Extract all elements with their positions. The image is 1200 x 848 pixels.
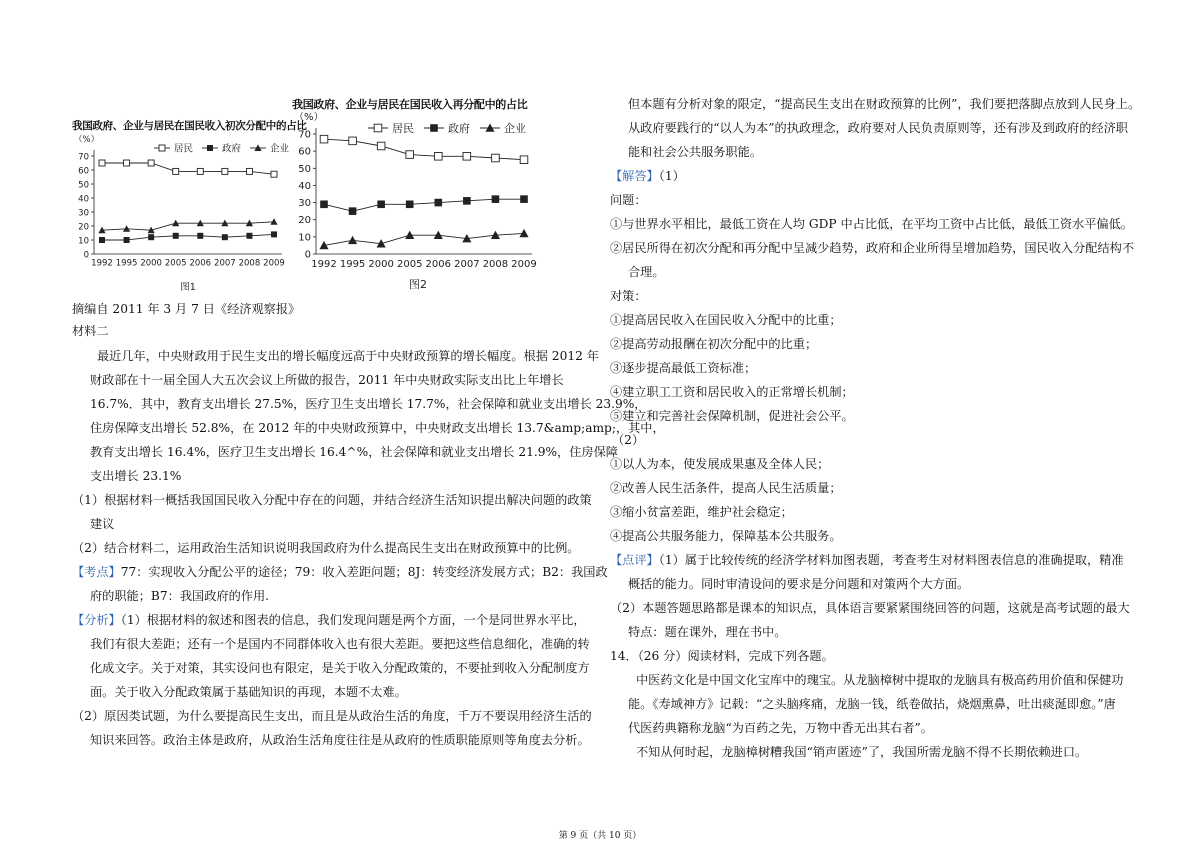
question-2: （2）结合材料二，运用政治生活知识说明我国政府为什么提高民生支出在财政预算中的比例。 [72, 541, 580, 555]
x-tick-label: 2006 [189, 258, 212, 269]
data-point-居民 [406, 151, 414, 159]
kaodian [72, 564, 608, 580]
x-tick-label: 1995 [339, 259, 366, 270]
y-tick-label: 10 [298, 232, 311, 244]
y-tick-label: 60 [78, 166, 89, 177]
legend-marker-政府 [430, 124, 438, 132]
legend-label-企业: 企业 [270, 143, 290, 155]
fenxi [72, 612, 586, 628]
fenxi-line: 面。关于收入分配政策属于基础知识的再现，本题不太难。 [90, 685, 407, 699]
y-tick-label: 60 [298, 146, 311, 158]
dianping [610, 552, 1124, 568]
x-tick-label: 2007 [454, 259, 480, 270]
data-point-居民 [320, 135, 328, 143]
data-point-居民 [434, 152, 442, 160]
q14-material: 不知从何时起，龙脑樟树糟我国“销声匿迹”了，我国所需龙脑不得不长期依赖进口。 [636, 745, 1088, 759]
y-tick-label: 40 [78, 194, 89, 205]
material2-line: 支出增长 23.1% [90, 469, 182, 483]
kaodian-text: 77：实现收入分配公平的途径；79：收入差距问题；8J：转变经济发展方式；B2：我国政 [120, 565, 608, 579]
data-point-居民 [99, 160, 105, 166]
duice-item: ②提高劳动报酬在初次分配中的比重； [610, 337, 818, 351]
data-point-政府 [124, 237, 130, 243]
data-point-政府 [197, 233, 203, 239]
material2-line: 财政部在十一届全国人大五次会议上所做的报告，2011 年中央财政实际支出比上年增长 [90, 373, 564, 387]
figure-label: 图2 [409, 278, 427, 291]
data-point-政府 [349, 207, 357, 215]
y-tick-label: 70 [298, 129, 311, 141]
data-point-政府 [377, 200, 385, 208]
source-note: 摘编自 2011 年 3 月 7 日《经济观察报》 [72, 302, 301, 316]
jieda-num: （1） [658, 169, 685, 183]
x-tick-label: 2007 [214, 258, 236, 269]
right-line: 从政府要践行的“以人为本”的执政理念，政府要对人民负责原则等，还有涉及到政府的经济职 [628, 121, 1128, 135]
fenxi-line: 化成文字。关于对策，其实设问也有限定，是关于收入分配政策的，不要扯到收入分配制度方 [90, 661, 590, 675]
x-tick-label: 2005 [164, 258, 187, 269]
data-point-居民 [246, 168, 252, 174]
data-point-居民 [173, 168, 179, 174]
y-tick-label: 30 [78, 208, 89, 219]
kaodian-cont: 府的职能；B7：我国政府的作用. [90, 589, 270, 603]
chart1-title: 我国政府、企业与居民在国民收入初次分配中的占比 [72, 120, 307, 132]
y-tick-label: 70 [78, 152, 89, 163]
y-tick-label: 0 [304, 249, 311, 261]
x-tick-label: 2000 [368, 259, 394, 270]
material2-title: 材料二 [72, 324, 109, 338]
x-tick-label: 2006 [425, 259, 452, 270]
data-point-居民 [463, 152, 471, 160]
data-point-政府 [99, 237, 105, 243]
chart1 [70, 132, 290, 312]
y-tick-label: 20 [298, 215, 311, 227]
dianping-text: （1）属于比较传统的经济学材料加图表题，考查考生对材料图表信息的准确提取，精准 [658, 553, 1124, 567]
jieda [610, 168, 685, 184]
data-point-企业 [348, 236, 357, 244]
y-tick-label: 50 [78, 180, 89, 191]
y-tick-label: 50 [298, 163, 311, 175]
fenxi-line: （2）原因类试题，为什么要提高民生支出，而且是从政治生活的角度，千万不要误用经济生活的 [72, 709, 592, 723]
y-tick-label: 30 [298, 198, 311, 210]
material2-line: 住房保障支出增长 52.8%，在 2012 年的中央财政预算中，中央财政支出增长 13.7&amp;amp;，其中， [90, 421, 665, 435]
right-line: 但本题有分析对象的限定，“提高民生支出在财政预算的比例”，我们要把落脚点放到人民身上。 [628, 97, 1141, 111]
duice-item: ①提高居民收入在国民收入分配中的比重； [610, 313, 842, 327]
legend-label-居民: 居民 [174, 143, 194, 155]
data-point-政府 [246, 233, 252, 239]
x-tick-label: 1992 [91, 258, 113, 269]
duice-item: ③逐步提高最低工资标准； [610, 361, 757, 375]
x-tick-label: 2008 [238, 258, 261, 269]
wenti-item: ①与世界水平相比，最低工资在人均 GDP 中占比低，在平均工资中占比低，最低工资水平偏低。 [610, 217, 1133, 231]
chart2-title: 我国政府、企业与居民在国民收入再分配中的占比 [292, 98, 528, 111]
part-2: （2） [612, 433, 645, 447]
legend-label-政府: 政府 [222, 143, 242, 155]
data-point-政府 [492, 195, 500, 203]
answer-item: ③缩小贫富差距，维护社会稳定； [610, 505, 793, 519]
dianping-line: 特点：题在课外，理在书中。 [628, 625, 787, 639]
data-point-政府 [271, 231, 277, 237]
x-tick-label: 2009 [263, 258, 285, 269]
data-point-居民 [520, 156, 528, 164]
data-point-居民 [222, 168, 228, 174]
answer-item: ①以人为本，使发展成果惠及全体人民； [610, 457, 830, 471]
wenti-label: 问题： [610, 193, 647, 207]
y-tick-label: 10 [78, 236, 89, 247]
fenxi-tag: 【分析】 [72, 613, 121, 627]
wenti-item-cont: 合理。 [628, 265, 665, 279]
page-footer: 第 9 页（共 10 页） [558, 831, 642, 841]
data-point-政府 [320, 200, 328, 208]
x-tick-label: 2009 [511, 259, 537, 270]
legend-marker-居民 [374, 124, 382, 132]
data-point-居民 [349, 137, 357, 145]
data-point-居民 [492, 154, 500, 162]
data-point-居民 [377, 142, 385, 150]
data-point-居民 [148, 160, 154, 166]
duice-label: 对策： [610, 289, 647, 303]
answer-item: ④提高公共服务能力，保障基本公共服务。 [610, 529, 842, 543]
data-point-居民 [197, 168, 203, 174]
data-point-政府 [463, 197, 471, 205]
legend-marker-政府 [207, 145, 213, 151]
chart2 [290, 112, 540, 302]
x-tick-label: 2000 [140, 258, 162, 269]
material2-line: 最近几年，中央财政用于民生支出的增长幅度远高于中央财政预算的增长幅度。根据 2012 年 [97, 349, 599, 363]
data-point-企业 [519, 229, 528, 237]
dianping-line: 概括的能力。同时审清设问的要求是分问题和对策两个大方面。 [628, 577, 970, 591]
jieda-tag: 【解答】 [610, 169, 659, 183]
data-point-居民 [271, 171, 277, 177]
question-1: （1）根据材料一概括我国国民收入分配中存在的问题，并结合经济生活知识提出解决问题的政策 [72, 493, 592, 507]
fenxi-text: （1）根据材料的叙述和图表的信息，我们发现问题是两个方面，一个是同世界水平比， [120, 613, 586, 627]
dianping-tag: 【点评】 [610, 553, 659, 567]
duice-item: ④建立职工工资和居民收入的正常增长机制； [610, 385, 854, 399]
question-14: 14．（26 分）阅读材料，完成下列各题。 [610, 649, 834, 663]
y-tick-label: 40 [298, 180, 311, 192]
y-axis-label: （%） [294, 112, 324, 123]
y-tick-label: 0 [83, 250, 89, 261]
fenxi-line: 知识来回答。政治主体是政府，从政治生活角度往往是从政府的性质职能原则等角度去分析。 [90, 733, 590, 747]
kaodian-tag: 【考点】 [72, 565, 121, 579]
legend-label-政府: 政府 [448, 122, 470, 136]
data-point-政府 [222, 234, 228, 240]
q14-material: 能。《寿域神方》记载：“之头脑疼痛，龙脑一钱，纸卷做拈，烧烟熏鼻，吐出痰涎即愈。”唐 [628, 697, 1116, 711]
material2-line: 教育支出增长 16.4%，医疗卫生支出增长 16.4^%，社会保障和就业支出增长 21.9%，住房保障 [90, 445, 618, 459]
legend-label-企业: 企业 [504, 122, 526, 136]
x-tick-label: 2005 [396, 259, 423, 270]
x-tick-label: 1992 [311, 259, 337, 270]
material2-line: 16.7%．其中，教育支出增长 27.5%，医疗卫生支出增长 17.7%，社会保障和就业支出增长 23.9%， [90, 397, 647, 411]
right-line: 能和社会公共服务职能。 [628, 145, 763, 159]
data-point-政府 [520, 195, 528, 203]
dianping-line: （2）本题答题思路都是课本的知识点，具体语言要紧紧围绕回答的问题，这就是高考试题的最大 [610, 601, 1130, 615]
question-1-cont: 建议 [90, 517, 115, 531]
q14-material: 代医药典籍称龙脑“为百药之先，万物中香无出其右者”。 [628, 721, 933, 735]
data-point-政府 [173, 233, 179, 239]
fenxi-line: 我们有很大差距；还有一个是国内不同群体收入也有很大差距。要把这些信息细化，准确的转 [90, 637, 590, 651]
wenti-item: ②居民所得在初次分配和再分配中呈减少趋势，政府和企业所得呈增加趋势，国民收入分配结构不 [610, 241, 1135, 255]
answer-item: ②改善人民生活条件，提高人民生活质量； [610, 481, 842, 495]
data-point-政府 [406, 200, 414, 208]
x-tick-label: 2008 [482, 259, 509, 270]
duice-item: ⑤建立和完善社会保障机制，促进社会公平。 [610, 409, 854, 423]
figure-label: 图1 [180, 282, 196, 293]
data-point-居民 [124, 160, 130, 166]
legend-label-居民: 居民 [392, 122, 414, 136]
data-point-政府 [148, 234, 154, 240]
y-axis-label: （%） [74, 135, 100, 145]
q14-material: 中医药文化是中国文化宝库中的瑰宝。从龙脑樟树中提取的龙脑具有极高药用价值和保健功 [636, 673, 1124, 687]
y-tick-label: 20 [78, 222, 89, 233]
x-tick-label: 1995 [115, 258, 138, 269]
data-point-政府 [434, 199, 442, 207]
legend-marker-居民 [159, 145, 165, 151]
